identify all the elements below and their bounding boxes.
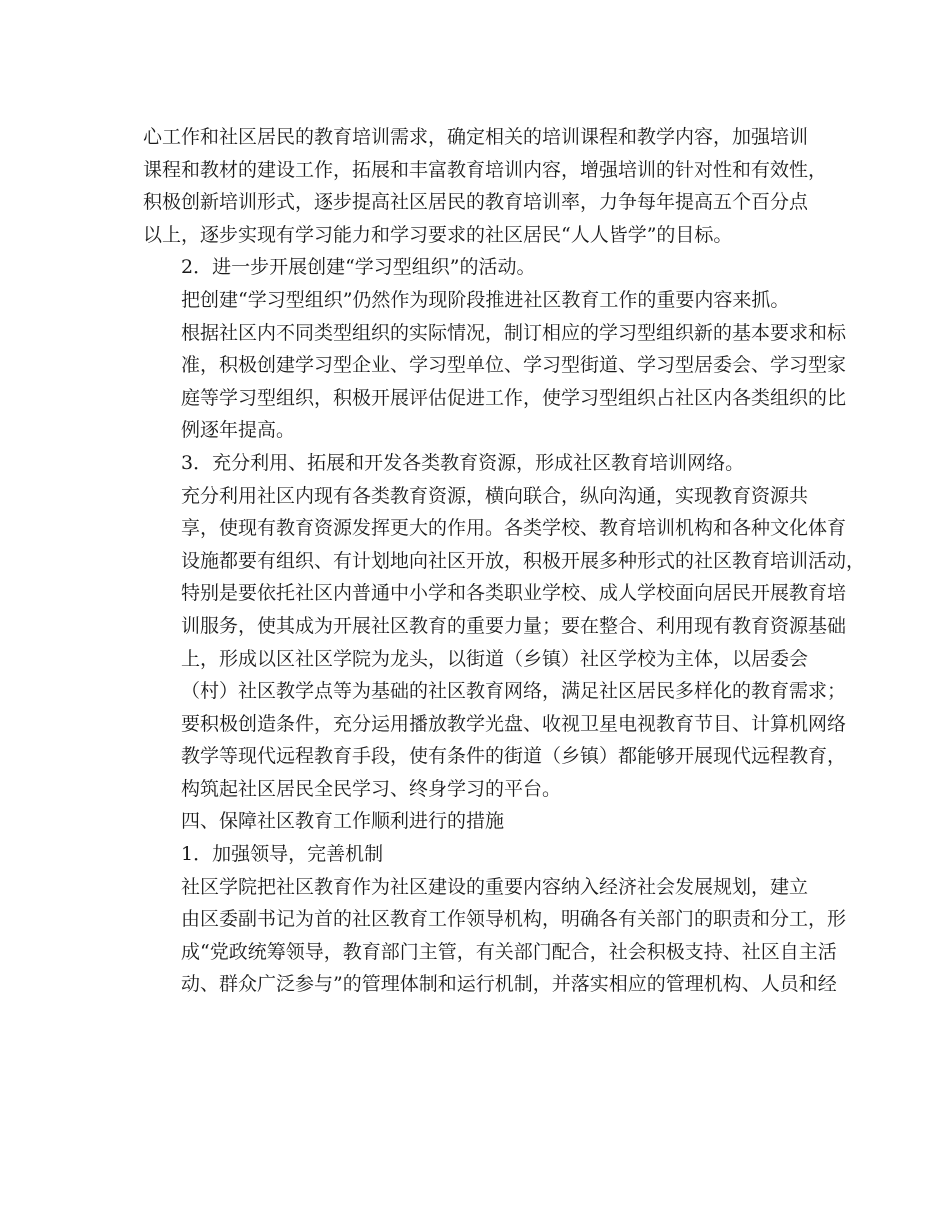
paragraph (143, 121, 828, 251)
text-line: 根据社区内不同类型组织的实际情况，制订相应的学习型组织新的基本要求和标 (181, 321, 847, 344)
text-line: 训服务，使其成为开展社区教育的重要力量；要在整合、利用现有教育资源基础 (181, 614, 847, 637)
paragraph (143, 447, 808, 480)
text-line: 上，形成以区社区学院为龙头，以街道（乡镇）社区学校为主体，以居委会 (181, 647, 809, 670)
paragraph (143, 871, 847, 1001)
text-line: 教学等现代远程教育手段，使有条件的街道（乡镇）都能够开展现代远程教育， (181, 745, 847, 768)
paragraph (143, 284, 847, 447)
paragraph (143, 805, 808, 838)
text-line: 心工作和社区居民的教育培训需求，确定相关的培训课程和教学内容，加强培训 (143, 126, 809, 148)
paragraph (143, 480, 866, 806)
text-line: （村）社区教学点等为基础的社区教育网络，满足社区居民多样化的教育需求； (181, 680, 847, 703)
text-line: 以上，逐步实现有学习能力和学习要求的社区居民“人人皆学”的目标。 (143, 223, 733, 246)
paragraph (143, 838, 808, 871)
text-line: 享，使现有教育资源发挥更大的作用。各类学校、教育培训机构和各种文化体育 (181, 517, 847, 540)
text-line: 把创建“学习型组织”仍然作为现阶段推进社区教育工作的重要内容来抓。 (181, 288, 790, 311)
text-line: 设施都要有组织、有计划地向社区开放，积极开展多种形式的社区教育培训活动， (181, 549, 866, 572)
text-line: 1．加强领导，完善机制 (181, 843, 384, 866)
text-line: 庭等学习型组织，积极开展评估促进工作，使学习型组织占社区内各类组织的比 (181, 386, 847, 409)
document-page (143, 121, 866, 1001)
text-line: 动、群众广泛参与”的管理体制和运行机制，并落实相应的管理机构、人员和经 (181, 973, 837, 996)
text-line: 2．进一步开展创建“学习型组织”的活动。 (181, 256, 536, 279)
text-line: 特别是要依托社区内普通中小学和各类职业学校、成人学校面向居民开展教育培 (181, 582, 847, 605)
paragraph (143, 251, 808, 284)
text-line: 四、保障社区教育工作顺利进行的措施 (181, 810, 505, 833)
text-line: 积极创新培训形式，逐步提高社区居民的教育培训率，力争每年提高五个百分点 (143, 191, 809, 214)
text-line: 成“党政统筹领导，教育部门主管，有关部门配合，社会积极支持、社区自主活 (181, 940, 837, 963)
text-line: 要积极创造条件，充分运用播放教学光盘、收视卫星电视教育节目、计算机网络 (181, 712, 847, 735)
text-line: 构筑起社区居民全民学习、终身学习的平台。 (181, 777, 562, 800)
text-line: 例逐年提高。 (181, 419, 296, 442)
text-line: 充分利用社区内现有各类教育资源，横向联合，纵向沟通，实现教育资源共 (181, 484, 809, 507)
text-line: 课程和教材的建设工作，拓展和丰富教育培训内容，增强培训的针对性和有效性， (143, 158, 828, 181)
text-line: 由区委副书记为首的社区教育工作领导机构，明确各有关部门的职责和分工，形 (181, 908, 847, 931)
text-line: 3．充分利用、拓展和开发各类教育资源，形成社区教育培训网络。 (181, 451, 745, 474)
text-line: 社区学院把社区教育作为社区建设的重要内容纳入经济社会发展规划，建立 (181, 875, 809, 898)
text-line: 准，积极创建学习型企业、学习型单位、学习型街道、学习型居委会、学习型家 (181, 354, 847, 377)
